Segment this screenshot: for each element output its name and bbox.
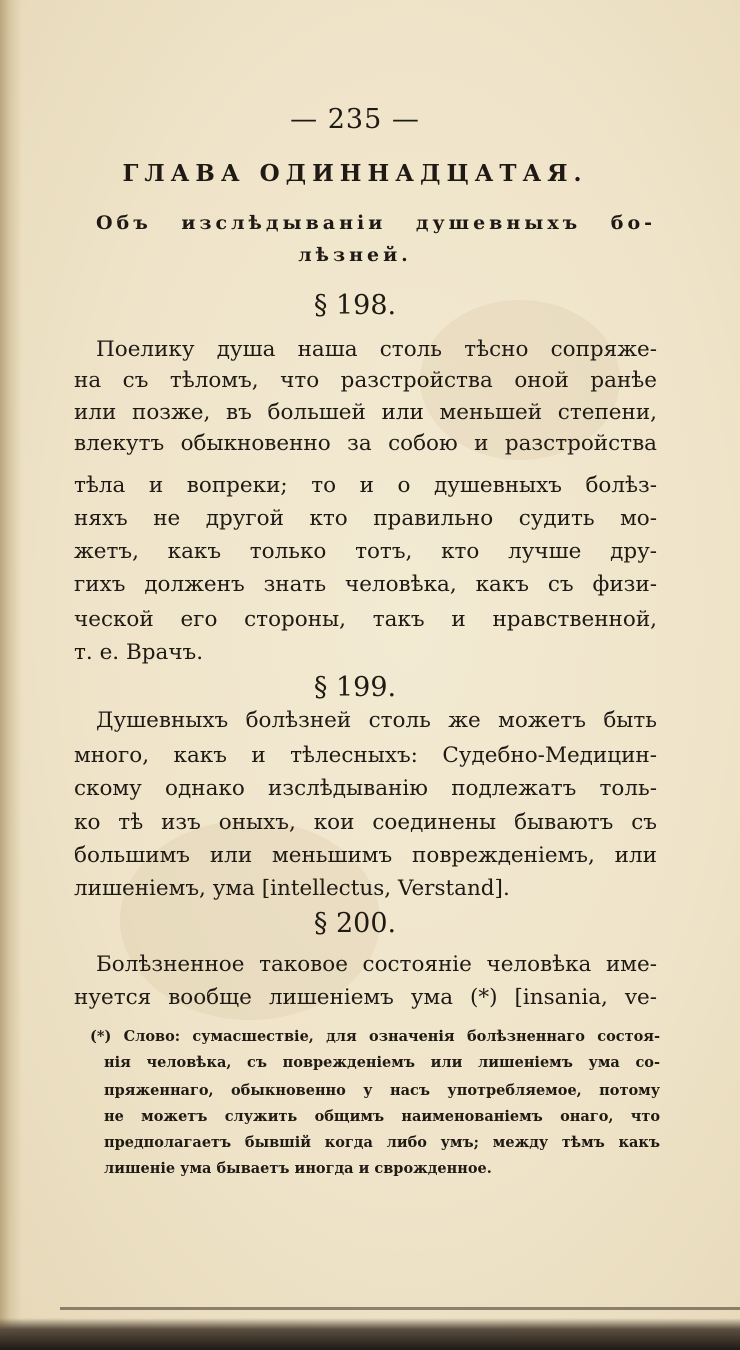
paragraph-line: или позже, въ большей или меньшей степени, — [74, 400, 657, 425]
paragraph-line: жетъ, какъ только тотъ, кто лучше дру- — [74, 539, 657, 564]
footnote-line: нія человѣка, съ поврежденіемъ или лишеніемъ ума со- — [104, 1054, 660, 1071]
paragraph-line: большимъ или меньшимъ поврежденіемъ, или — [74, 843, 657, 868]
section-heading-200: § 200. — [313, 908, 397, 939]
footnote-line: не можетъ служить общимъ наименованіемъ онаго, что — [104, 1108, 660, 1125]
chapter-subtitle-line-1: Объ изслѣдываніи душевныхъ бо- — [96, 212, 656, 234]
paragraph-line: много, какъ и тѣлесныхъ: Судебно-Медицин- — [74, 743, 657, 768]
chapter-title: ГЛАВА ОДИННАДЦАТАЯ. — [122, 160, 588, 187]
footnote-line: пряженнаго, обыкновенно у насъ употребляемое, потому — [104, 1082, 660, 1099]
paragraph-line: Душевныхъ болѣзней столь же можетъ быть — [96, 708, 657, 733]
page-bottom-edge — [0, 1318, 740, 1350]
footnote-line: лишеніе ума бываетъ иногда и сврожденное. — [104, 1160, 492, 1177]
paragraph-line: т. е. Врачъ. — [74, 640, 204, 665]
paragraph-line: тѣла и вопреки; то и о душевныхъ болѣз- — [74, 473, 657, 498]
footnote-line: предполагаетъ бывшій когда либо умъ; между тѣмъ какъ — [104, 1134, 660, 1151]
paragraph-line: нуется вообще лишеніемъ ума (*) [insania, ve- — [74, 985, 657, 1010]
paragraph-line: Поелику душа наша столь тѣсно сопряже- — [96, 337, 657, 362]
paragraph-line: лишеніемъ, ума [intellectus, Verstand]. — [74, 876, 510, 901]
paragraph-line: влекутъ обыкновенно за собою и разстройства — [74, 431, 657, 456]
chapter-subtitle-line-2: лѣзней. — [298, 244, 412, 266]
section-heading-199: § 199. — [313, 672, 397, 703]
paragraph-line: ческой его стороны, такъ и нравственной, — [74, 607, 657, 632]
paragraph-line: ко тѣ изъ оныхъ, кои соединены бываютъ съ — [74, 810, 657, 835]
footnote-separator — [74, 1014, 657, 1015]
paragraph-line: Болѣзненное таковое состояніе человѣка име- — [96, 952, 657, 977]
paragraph-line: скому однако изслѣдыванію подлежатъ толь- — [74, 776, 657, 801]
page-number: — 235 — — [290, 104, 420, 135]
section-heading-198: § 198. — [313, 290, 397, 321]
paragraph-line: гихъ долженъ знать человѣка, какъ съ физи- — [74, 572, 657, 597]
paragraph-line: няхъ не другой кто правильно судить мо- — [74, 506, 657, 531]
paragraph-line: на съ тѣломъ, что разстройства оной ранѣе — [74, 368, 657, 393]
footnote-line: (*) Слово: сумасшествіе, для означенія болѣзненнаго состоя- — [90, 1028, 660, 1045]
page-edge-line — [60, 1307, 740, 1310]
